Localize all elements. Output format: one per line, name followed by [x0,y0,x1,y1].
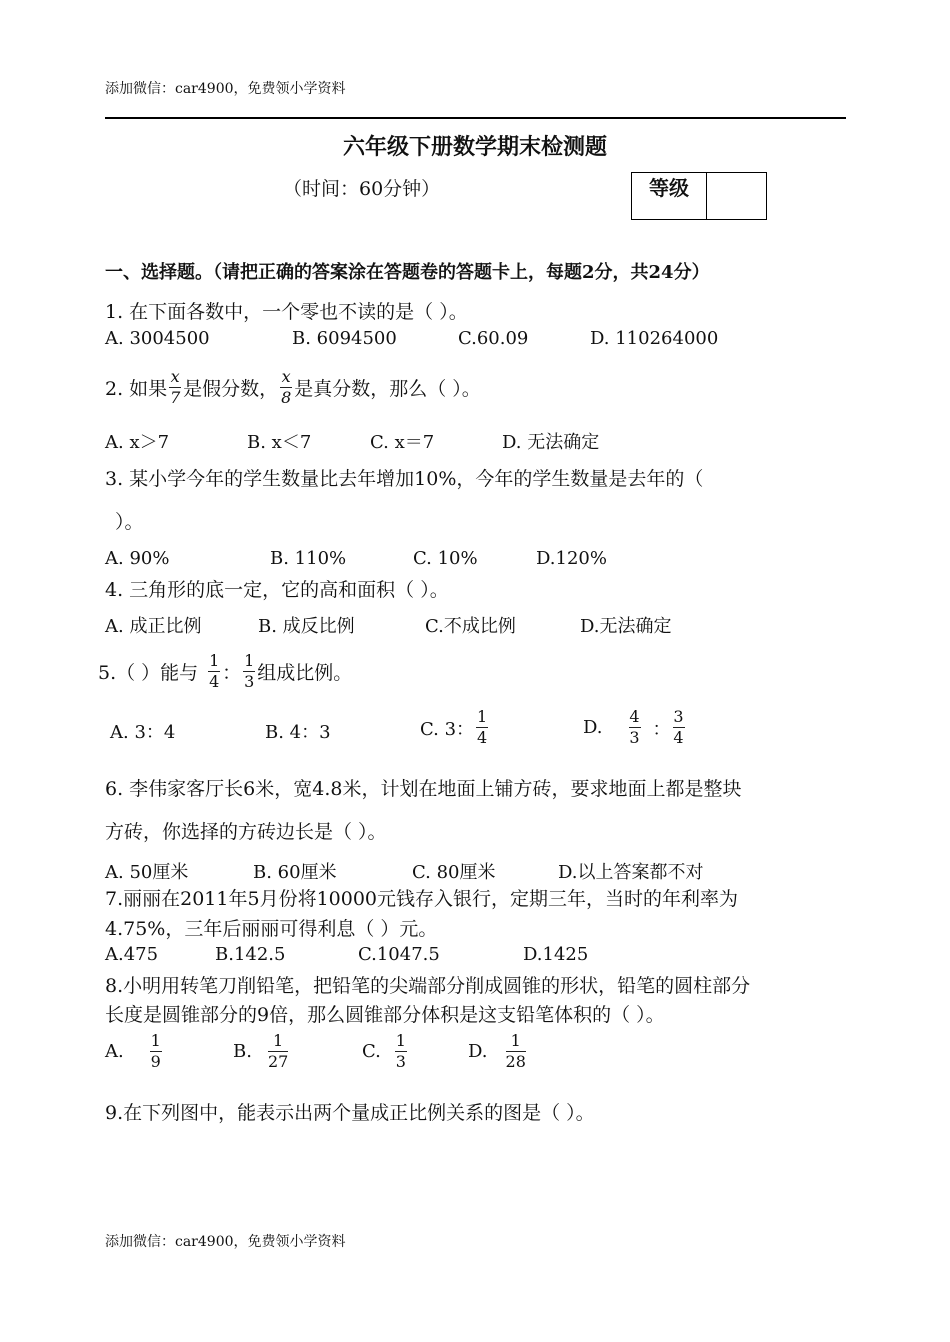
q8-option-c-fraction [395,1032,407,1071]
grade-label: 等级 [632,173,707,219]
question-1: 1. 在下面各数中，一个零也不读的是（ ）。 [105,301,468,323]
q6-option-a: A. 50厘米 [105,862,189,883]
q1-option-a: A. 3004500 [105,328,210,349]
q2-option-b: B. x＜7 [247,432,312,453]
q3-option-d: D.120% [536,548,607,569]
frac-numerator: 4 [629,707,640,726]
q2-option-a: A. x＞7 [105,432,170,453]
question-7-line-2: 4.75%，三年后丽丽可得利息（ ）元。 [105,918,438,940]
q8-option-d-fraction [506,1032,526,1071]
q7-option-a: A.475 [105,944,159,965]
q7-option-c: C.1047.5 [358,944,440,965]
question-4: 4. 三角形的底一定，它的高和面积（ ）。 [105,579,449,601]
question-2 [105,368,481,407]
ratio-colon: ： [652,718,671,740]
frac-denominator: 4 [476,728,488,747]
frac-denominator: 3 [395,1052,406,1071]
question-3-line-2: ）。 [115,511,144,533]
q3-option-a: A. 90% [105,548,170,569]
q2-text-1: 2. 如果 [105,378,168,400]
question-8-line-2: 长度是圆锥部分的9倍，那么圆锥部分体积是这支铅笔体积的（ ）。 [105,1004,665,1026]
q5-option-d-fraction-2 [673,708,685,747]
q5-fraction-1-3 [243,652,255,691]
q2-text-3: 是真分数，那么（ ）。 [294,378,481,400]
frac-denominator: 28 [505,1052,526,1071]
question-9: 9.在下列图中，能表示出两个量成正比例关系的图是（ ）。 [105,1102,595,1124]
frac-numerator: 1 [273,1031,284,1050]
frac-numerator: 1 [476,707,488,726]
frac-denominator: 27 [267,1052,289,1071]
frac-denominator: 7 [170,388,181,407]
frac-denominator: 4 [673,728,684,747]
option-label: A. [105,1041,124,1062]
question-6-line-2: 方砖，你选择的方砖边长是（ ）。 [105,821,387,843]
q4-option-b: B. 成反比例 [258,616,355,637]
footer-note: 添加微信：car4900，免费领小学资料 [105,1234,346,1250]
q8-option-b-fraction [268,1032,288,1071]
time-note: （时间：60分钟） [283,178,441,200]
q7-option-b: B.142.5 [215,944,286,965]
q6-option-b: B. 60厘米 [253,862,337,883]
frac-numerator: 1 [395,1031,406,1050]
option-label: C. [362,1041,381,1062]
q2-fraction-x-7 [169,368,181,407]
q5-option-d-fraction-1 [629,708,641,747]
option-label: C. 3： [420,718,475,740]
question-8-line-1: 8.小明用转笔刀削铅笔，把铅笔的尖端部分削成圆锥的形状，铅笔的圆柱部分 [105,975,751,997]
q5-fraction-1-4 [208,652,220,691]
option-label: D. [468,1041,488,1062]
q6-option-d: D.以上答案都不对 [558,862,704,883]
q5-option-a: A. 3：4 [110,722,176,743]
frac-numerator: x [170,367,180,386]
grade-box [631,172,767,220]
q1-option-d: D. 110264000 [590,328,719,349]
page-title: 六年级下册数学期末检测题 [342,134,607,160]
q8-option-a-fraction [150,1032,162,1071]
frac-numerator: 1 [510,1031,521,1050]
q1-option-c: C.60.09 [458,328,529,349]
frac-numerator: 1 [209,651,220,670]
frac-numerator: x [281,367,291,386]
frac-numerator: 1 [150,1031,161,1050]
frac-numerator: 3 [673,707,684,726]
q8-option-c [362,1032,409,1071]
header-note: 添加微信：car4900，免费领小学资料 [105,81,346,97]
question-7-line-1: 7.丽丽在2011年5月份将10000元钱存入银行，定期三年，当时的年利率为 [105,888,739,910]
frac-denominator: 8 [281,388,292,407]
q5-option-c-fraction [476,708,488,747]
q1-option-b: B. 6094500 [292,328,397,349]
q8-option-b [233,1032,290,1071]
question-6-line-1: 6. 李伟家客厅长6米，宽4.8米，计划在地面上铺方砖，要求地面上都是整块 [105,778,742,800]
q2-option-c: C. x＝7 [370,432,435,453]
q4-option-a: A. 成正比例 [105,616,202,637]
q2-option-d: D. 无法确定 [502,432,600,453]
option-label: D. [583,717,603,738]
question-5 [98,652,352,691]
frac-denominator: 9 [150,1052,161,1071]
section-heading: 一、选择题。（请把正确的答案涂在答题卷的答题卡上，每题2分，共24分） [105,262,710,283]
q4-option-d: D.无法确定 [580,616,672,637]
q2-fraction-x-8 [280,368,292,407]
q5-text-1: 5.（ ）能与 [98,662,199,684]
frac-denominator: 4 [209,672,220,691]
q3-option-b: B. 110% [270,548,347,569]
q8-option-a [105,1032,164,1071]
q2-text-2: 是假分数， [183,378,279,400]
header-divider [105,117,846,119]
q4-option-c: C.不成比例 [425,616,516,637]
q5-colon: ： [222,662,242,684]
q6-option-c: C. 80厘米 [412,862,496,883]
frac-numerator: 1 [244,651,255,670]
q7-option-d: D.1425 [523,944,589,965]
q8-option-d [468,1032,528,1071]
q3-option-c: C. 10% [413,548,478,569]
q5-option-d [583,708,687,747]
q5-option-b: B. 4：3 [265,722,331,743]
q5-option-c [420,708,490,747]
q5-text-2: 组成比例。 [257,662,353,684]
frac-denominator: 3 [244,672,255,691]
frac-denominator: 3 [629,728,640,747]
question-3-line-1: 3. 某小学今年的学生数量比去年增加10%，今年的学生数量是去年的（ [105,468,704,490]
option-label: B. [233,1041,252,1062]
